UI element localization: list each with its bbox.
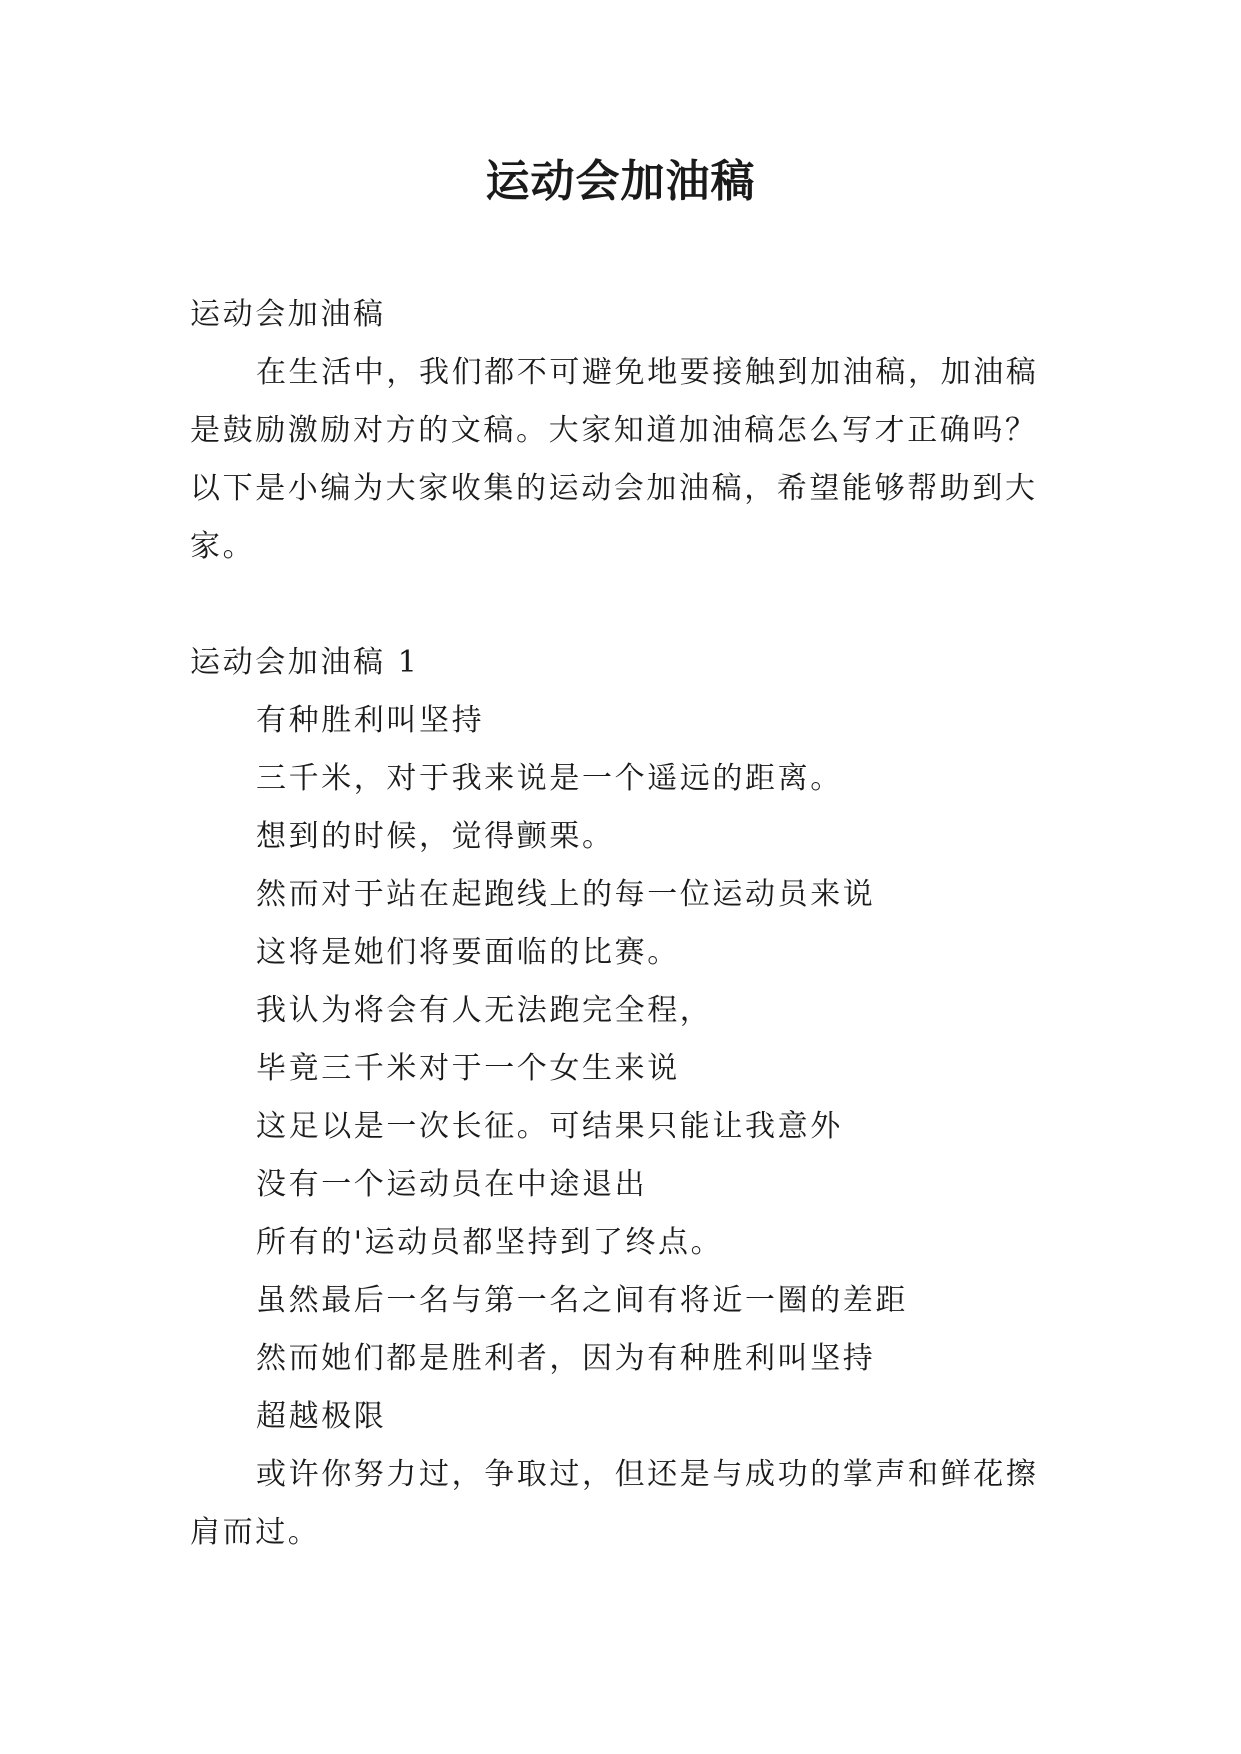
paragraph-spacer [190,576,1050,634]
poem-line: 毕竟三千米对于一个女生来说 [256,1051,680,1086]
poem-line: 虽然最后一名与第一名之间有将近一圈的差距 [256,1283,908,1318]
document-body [190,286,1050,1562]
poem-line: 三千米，对于我来说是一个遥远的距离。 [256,761,843,796]
poem-line: 没有一个运动员在中途退出 [256,1167,648,1202]
poem-line: 然而她们都是胜利者，因为有种胜利叫坚持 [256,1341,876,1376]
intro-heading: 运动会加油稿 [190,297,386,332]
poem-line: 然而对于站在起跑线上的每一位运动员来说 [256,877,876,912]
poem-line: 有种胜利叫坚持 [256,703,485,738]
section-heading: 运动会加油稿 1 [190,645,420,680]
poem-line: 超越极限 [256,1399,387,1434]
poem-line: 我认为将会有人无法跑完全程， [256,993,713,1028]
poem-line: 这将是她们将要面临的比赛。 [256,935,680,970]
closing-paragraph: 或许你努力过，争取过，但还是与成功的掌声和鲜花擦肩而过。 [190,1457,1039,1550]
poem-line: 所有的'运动员都坚持到了终点。 [256,1225,724,1260]
intro-paragraph: 在生活中，我们都不可避免地要接触到加油稿，加油稿是鼓励激励对方的文稿。大家知道加油稿怎么写才正确吗？以下是小编为大家收集的运动会加油稿，希望能够帮助到大家。 [190,355,1039,564]
poem-line: 这足以是一次长征。可结果只能让我意外 [256,1109,843,1144]
document-title: 运动会加油稿 [485,156,756,207]
poem-line: 想到的时候，觉得颤栗。 [256,819,615,854]
